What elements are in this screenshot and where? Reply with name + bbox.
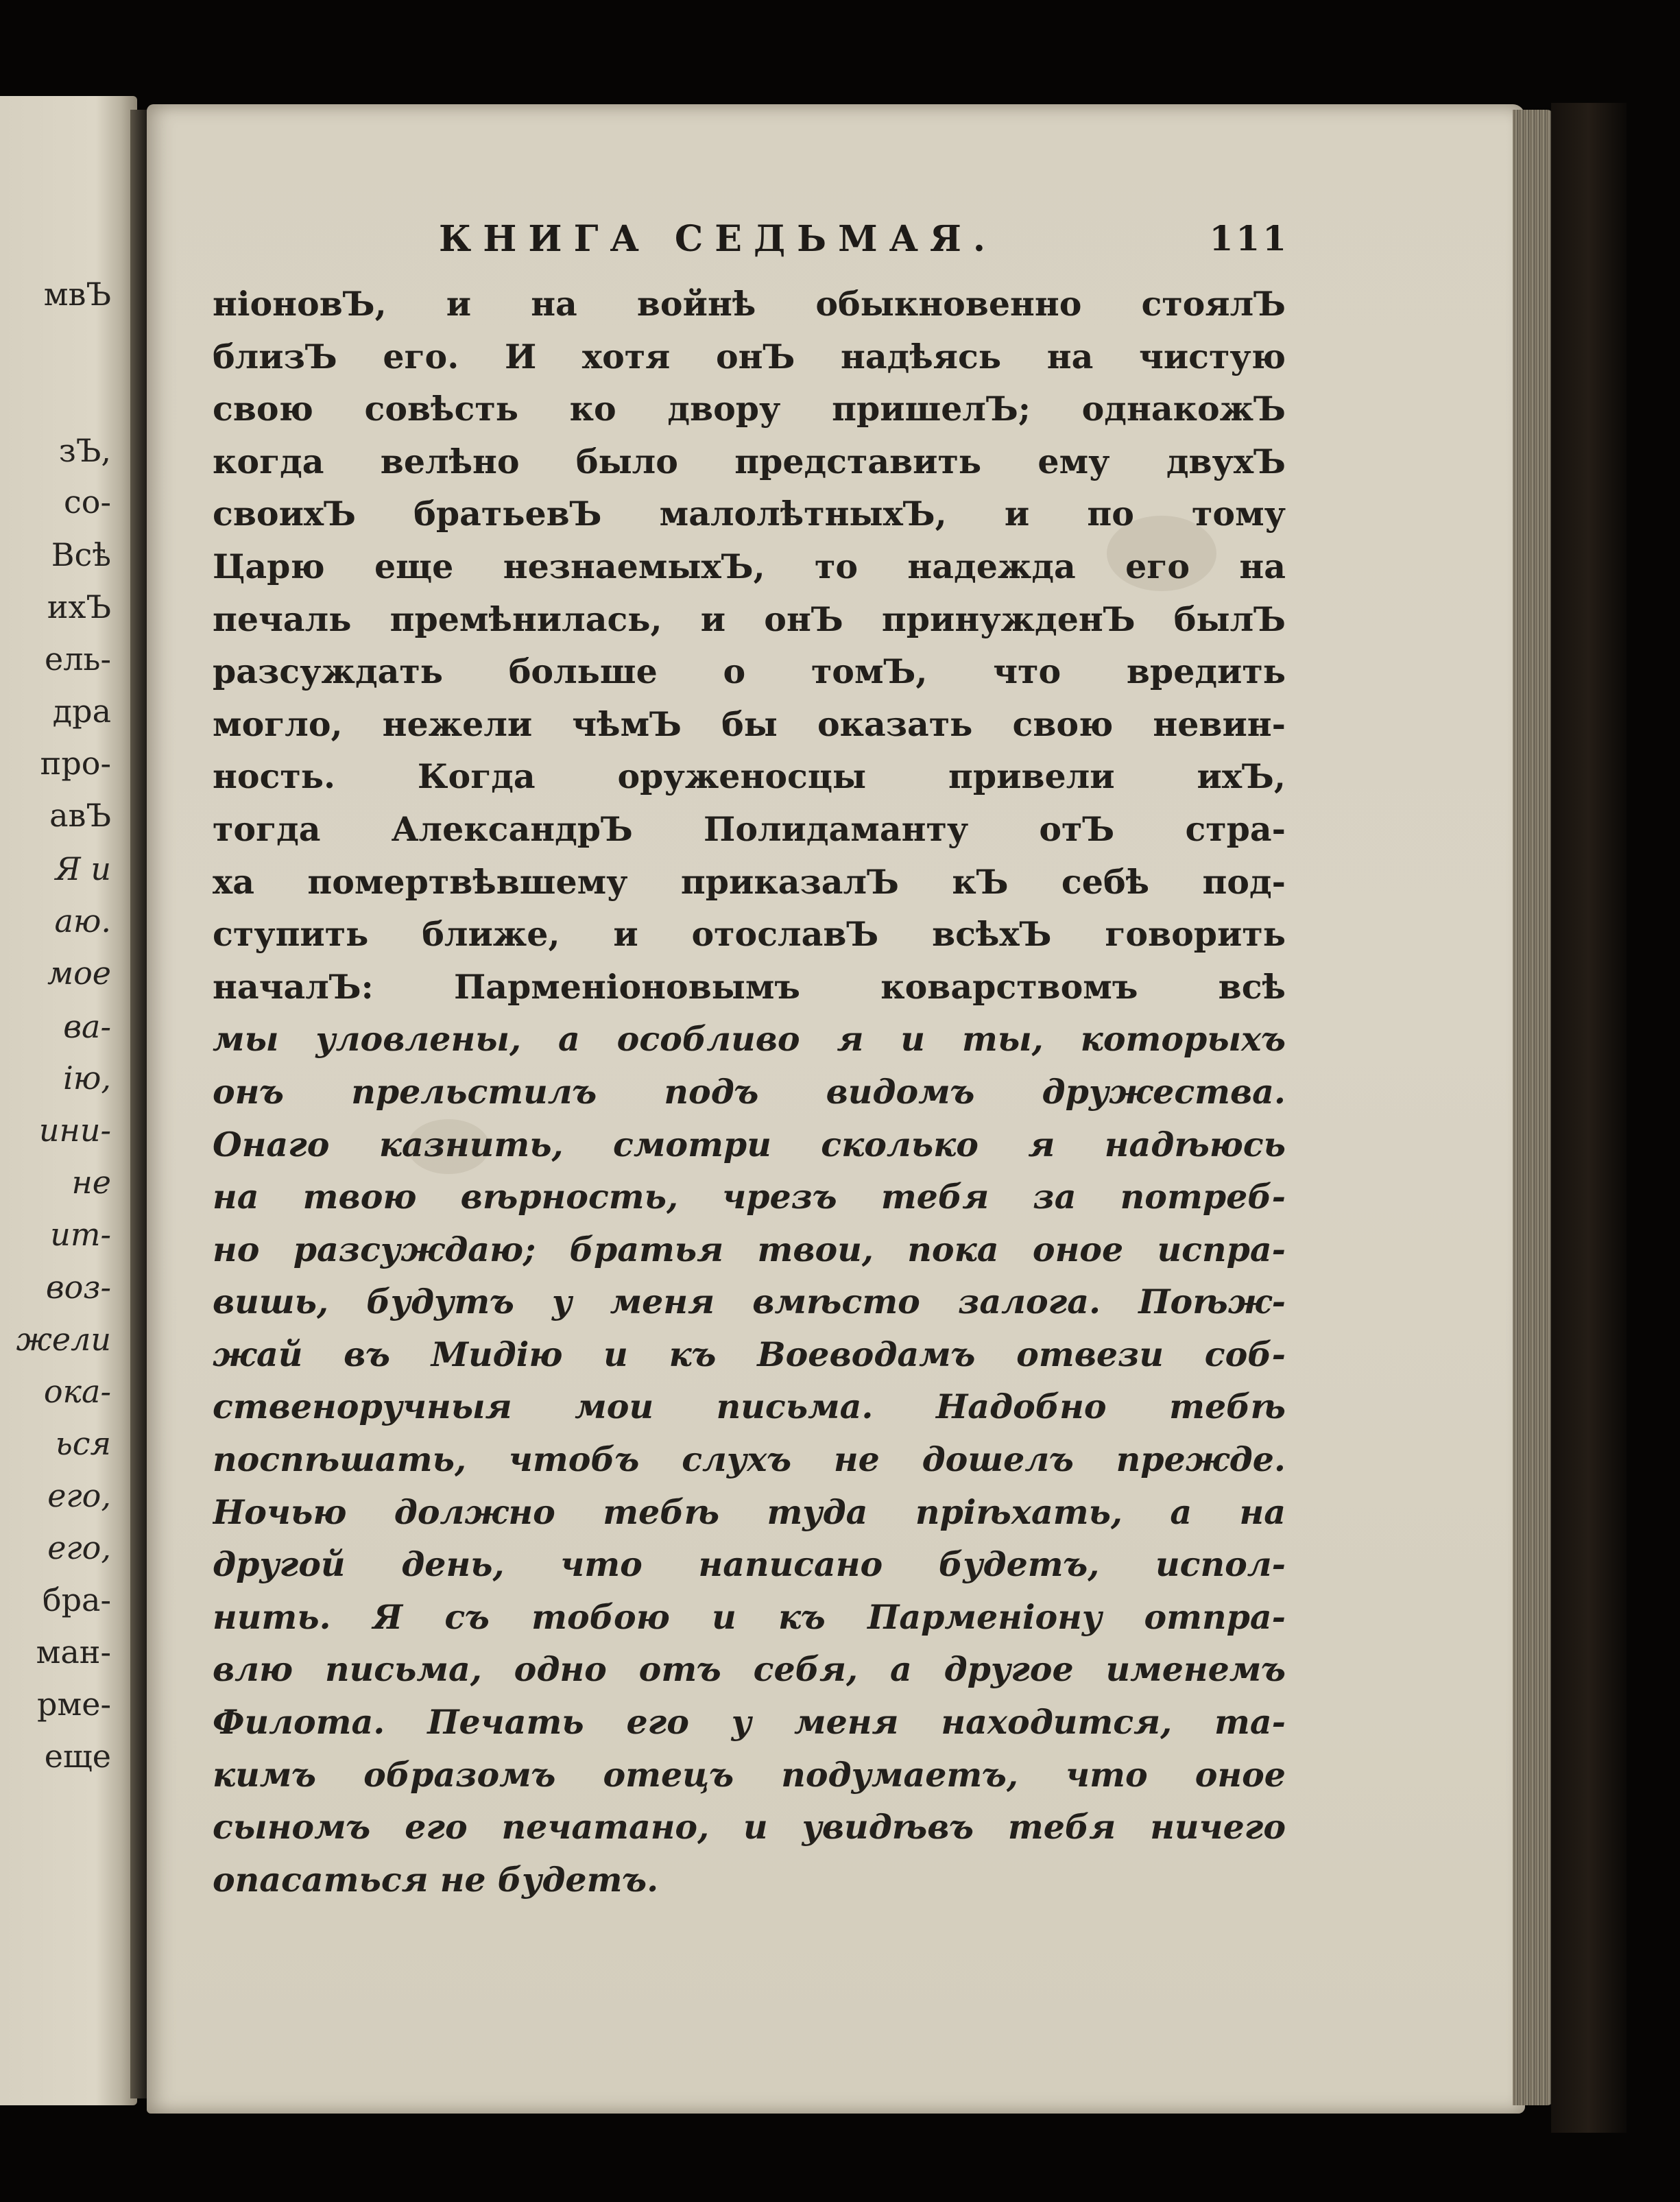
book-cover-edge <box>1551 103 1627 2133</box>
left-page-fragment: ихЪ <box>47 588 111 625</box>
text-line: ступить ближе, и отославЪ всѣхЪ говорить <box>213 914 1286 955</box>
left-page-fragment: авЪ <box>49 797 111 834</box>
left-page-fragment: мвЪ <box>43 276 111 313</box>
left-page-fragment: ель- <box>44 641 111 678</box>
text-line: свою совѣсть ко двору пришелЪ; однакожЪ <box>213 389 1286 429</box>
page-block-edge <box>1513 110 1554 2105</box>
text-line: Ночью должно тебѣ туда пріѣхать, а на <box>213 1492 1286 1532</box>
left-page-fragment: воз- <box>45 1269 111 1306</box>
left-page-fragment: Всѣ <box>51 536 111 573</box>
text-line: сыномъ его печатано, и увидѣвъ тебя ничего <box>213 1807 1286 1847</box>
left-page-fragment: про- <box>40 745 111 782</box>
left-page-fragment: ься <box>55 1425 111 1462</box>
text-line: когда велѣно было представить ему двухЪ <box>213 441 1286 481</box>
left-page-fragment: не <box>71 1164 111 1201</box>
left-page-fragment: ва- <box>63 1008 111 1045</box>
left-page-fragment: дра <box>52 693 111 730</box>
text-line: поспѣшать, чтобъ слухъ не дошелъ прежде. <box>213 1439 1286 1480</box>
left-page-fragment: со- <box>64 483 111 520</box>
left-page-fragment: его, <box>47 1477 111 1514</box>
left-page-fragment: его, <box>47 1529 111 1566</box>
left-page-edge <box>0 96 137 2105</box>
left-page-fragment: еще <box>44 1738 111 1775</box>
left-page-fragment: ини- <box>38 1112 111 1149</box>
text-line: началЪ: Парменіоновымъ коварствомъ всѣ <box>213 966 1286 1007</box>
text-line: ность. Когда оруженосцы привели ихЪ, <box>213 756 1286 797</box>
text-line: тогда АлександрЪ Полидаманту отЪ стра- <box>213 809 1286 849</box>
left-page-fragment: ію, <box>63 1060 111 1097</box>
left-page-fragment: зЪ, <box>58 432 111 469</box>
left-page-fragment: аю. <box>54 902 111 940</box>
left-page-fragment: жели <box>16 1321 111 1358</box>
running-title: КНИГА СЕДЬМАЯ. <box>439 218 997 260</box>
left-page-fragment: ман- <box>36 1633 111 1671</box>
text-line: влю письма, одно отъ себя, а другое именемъ <box>213 1649 1286 1690</box>
left-page-fragment: ит- <box>50 1216 111 1253</box>
text-line: Онаго казнить, смотри сколько я надѣюсь <box>213 1124 1286 1164</box>
text-line: своихЪ братьевЪ малолѣтныхЪ, и по тому <box>213 494 1286 534</box>
body-text <box>213 278 1286 1906</box>
text-line: кимъ образомъ отецъ подумаетъ, что оное <box>213 1754 1286 1795</box>
text-line: Филота. Печать его у меня находится, та- <box>213 1702 1286 1743</box>
text-line: ственоручныя мои письма. Надобно тебѣ <box>213 1387 1286 1427</box>
left-page-fragment: бра- <box>42 1581 111 1618</box>
text-line: онъ прельстилъ подъ видомъ дружества. <box>213 1071 1286 1112</box>
text-line: ха помертвѣвшему приказалЪ кЪ себѣ под- <box>213 861 1286 902</box>
text-line: вишь, будутъ у меня вмѣсто залога. Поѣж- <box>213 1282 1286 1322</box>
text-line: могло, нежели чѣмЪ бы оказать свою невин- <box>213 704 1286 744</box>
text-line: нить. Я съ тобою и къ Парменіону отпра- <box>213 1596 1286 1637</box>
text-line: мы уловлены, а особливо я и ты, которыхъ <box>213 1019 1286 1060</box>
left-page-fragment: ока- <box>43 1373 111 1410</box>
left-page-fragment: Я и <box>55 850 111 887</box>
text-line: разсуждать больше о томЪ, что вредить <box>213 651 1286 692</box>
text-line: другой день, что написано будетъ, испол- <box>213 1544 1286 1585</box>
text-line: опасаться не будетъ. <box>213 1859 659 1900</box>
text-line: но разсуждаю; братья твои, пока оное испра- <box>213 1229 1286 1269</box>
page-number: 111 <box>1209 218 1289 259</box>
text-line: печаль премѣнилась, и онЪ принужденЪ былЪ <box>213 599 1286 639</box>
text-line: на твою вѣрность, чрезъ тебя за потреб- <box>213 1177 1286 1217</box>
left-page-fragment: рме- <box>37 1686 111 1723</box>
text-line: жай въ Мидію и къ Воеводамъ отвези соб- <box>213 1334 1286 1374</box>
text-line: ніоновЪ, и на войнѣ обыкновенно стоялЪ <box>213 284 1286 324</box>
text-line: близЪ его. И хотя онЪ надѣясь на чистую <box>213 336 1286 376</box>
text-line: Царю еще незнаемыхЪ, то надежда его на <box>213 546 1286 586</box>
left-page-fragment: мое <box>47 955 111 992</box>
running-header <box>439 218 1289 273</box>
